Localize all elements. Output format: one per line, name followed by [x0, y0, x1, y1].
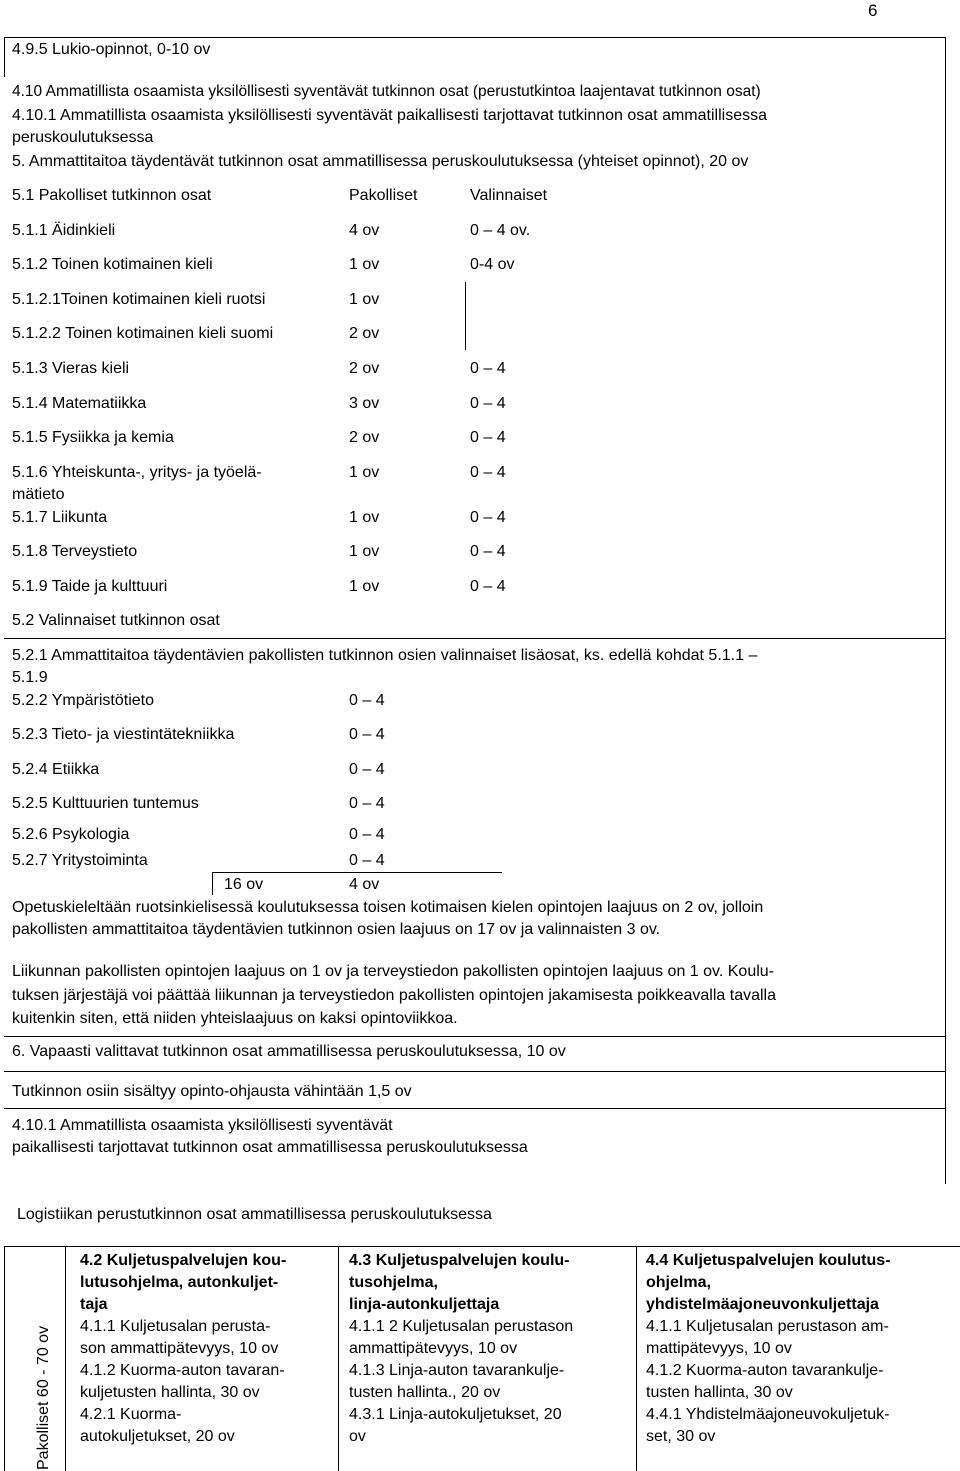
side-label-pakolliset: Pakolliset 60 - 70 ov [35, 1325, 52, 1470]
column-heading: tusohjelma, [349, 1274, 438, 1291]
column-heading: 4.2 Kuljetuspalvelujen kou- [80, 1252, 287, 1269]
column-item: 4.1.3 Linja-auton tavarankulje- [349, 1362, 565, 1379]
logistics-title: Logistiikan perustutkinnon osat ammatillisessa peruskoulutuksessa [17, 1206, 492, 1223]
table-row-pakolliset: 1 ov [349, 256, 380, 273]
table-row-valinnaiset: 0 – 4 [470, 578, 506, 595]
table-row-pakolliset: 2 ov [349, 360, 380, 377]
separator [4, 1071, 946, 1072]
column-heading: ohjelma, [646, 1274, 711, 1291]
paragraph-sports-cont: kuitenkin siten, että niiden yhteislaajuus on kaksi opintoviikkoa. [12, 1010, 458, 1027]
column-heading: linja-autonkuljettaja [349, 1296, 500, 1313]
page-number: 6 [868, 1, 878, 20]
table-row-label: 5.1.9 Taide ja kulttuuri [12, 578, 168, 595]
section-5-2-1: 5.2.1 Ammattitaitoa täydentävien pakollisten tutkinnon osien valinnaiset lisäosat, ks. edellä kohdat 5.1.1 – [12, 647, 758, 664]
table-row-label: 5.1.1 Äidinkieli [12, 222, 116, 239]
logistics-table-divider [636, 1246, 637, 1471]
table-row-pakolliset: 1 ov [349, 578, 380, 595]
logistics-table-left-border [4, 1246, 5, 1471]
table-row-valinnaiset: 0 – 4 [470, 395, 506, 412]
table-row-label: 5.1.4 Matematiikka [12, 395, 147, 412]
totals-cell-border [212, 872, 502, 873]
table-row-label: 5.2.3 Tieto- ja viestintätekniikka [12, 726, 235, 743]
section-5-2-heading: 5.2 Valinnaiset tutkinnon osat [12, 612, 220, 629]
column-heading: lutusohjelma, autonkuljet- [80, 1274, 279, 1291]
section-6-heading: 6. Vapaasti valittavat tutkinnon osat ammatillisessa peruskoulutuksessa, 10 ov [12, 1043, 566, 1060]
column-item: set, 30 ov [646, 1428, 716, 1445]
column-heading: yhdistelmäajoneuvonkuljettaja [646, 1296, 879, 1313]
paragraph-language: Opetuskieleltään ruotsinkielisessä koulutuksessa toisen kotimaisen kielen opintojen laajuus on 2 ov, jolloin [12, 899, 764, 916]
column-item: tusten hallinta, 30 ov [646, 1384, 793, 1401]
table-row-label: 5.1.8 Terveystieto [12, 543, 138, 560]
column-item: 4.3.1 Linja-autokuljetukset, 20 [349, 1406, 562, 1423]
column-heading: 4.3 Kuljetuspalvelujen koulu- [349, 1252, 570, 1269]
logistics-table-divider [338, 1246, 339, 1471]
table-row-label-cont: mätieto [12, 486, 65, 503]
table-row-valinnaiset: 0 – 4 [470, 543, 506, 560]
table-row-label: 5.1.2.2 Toinen kotimainen kieli suomi [12, 325, 274, 342]
separator [4, 1036, 946, 1037]
table-row-pakolliset: 1 ov [349, 291, 380, 308]
column-heading: 4.4 Kuljetuspalvelujen koulutus- [646, 1252, 891, 1269]
table-row-valinnaiset: 0 – 4 [470, 464, 506, 481]
column-item: autokuljetukset, 20 ov [80, 1428, 235, 1445]
table-row-valinnaiset: 0 – 4 [349, 826, 385, 843]
table-row-valinnaiset: 0 – 4 [470, 509, 506, 526]
table-row-valinnaiset: 0 – 4 [349, 692, 385, 709]
column-item: 4.1.1 Kuljetusalan perustason am- [646, 1318, 889, 1335]
table-row-pakolliset: 3 ov [349, 395, 380, 412]
column-heading: taja [80, 1296, 108, 1313]
separator [4, 638, 946, 639]
guidance-text: Tutkinnon osiin sisältyy opinto-ohjausta vähintään 1,5 ov [12, 1083, 412, 1100]
column-item: 4.1.2 Kuorma-auton tavaran- [80, 1362, 285, 1379]
logistics-table-divider [65, 1246, 66, 1471]
paragraph-sports-cont: tuksen järjestäjä voi päättää liikunnan ja terveystiedon pakollisten opintojen jakamisesta poikkeavalla tavalla [12, 987, 777, 1004]
logistics-table-top-border [4, 1246, 960, 1247]
column-item: ov [349, 1428, 366, 1445]
table-row-label: 5.1.2.1Toinen kotimainen kieli ruotsi [12, 291, 266, 308]
table-header-pakolliset: Pakolliset [349, 187, 418, 204]
table-row-label: 5.2.4 Etiikka [12, 761, 100, 778]
column-item: tusten hallinta., 20 ov [349, 1384, 501, 1401]
heading-4-10-1-cont: peruskoulutuksessa [12, 129, 154, 146]
column-item: 4.1.1 Kuljetusalan perusta- [80, 1318, 271, 1335]
separator [4, 1108, 946, 1109]
paragraph-language-cont: pakollisten ammattitaitoa täydentävien tutkinnon osien laajuus on 17 ov ja valinnaisten 3 ov. [12, 921, 661, 938]
table-row-label: 5.1.5 Fysiikka ja kemia [12, 429, 174, 446]
table-row-label: 5.2.7 Yritystoiminta [12, 852, 148, 869]
column-item: kuljetusten hallinta, 30 ov [80, 1384, 260, 1401]
main-box-top-border [4, 37, 946, 38]
table-row-pakolliset: 1 ov [349, 509, 380, 526]
heading-lukio: 4.9.5 Lukio-opinnot, 0-10 ov [12, 41, 211, 58]
table-row-label: 5.1.6 Yhteiskunta-, yritys- ja työelä- [12, 464, 262, 481]
table-row-pakolliset: 1 ov [349, 543, 380, 560]
main-box-left-border [4, 37, 5, 77]
table-row-valinnaiset: 0 – 4 [470, 360, 506, 377]
logistics-column-4-4 [646, 1250, 956, 1448]
table-row-label: 5.1.2 Toinen kotimainen kieli [12, 256, 213, 273]
column-item: mattipätevyys, 10 ov [646, 1340, 792, 1357]
heading-5: 5. Ammattitaitoa täydentävät tutkinnon osat ammatillisessa peruskoulutuksessa (yhteiset opinnot), 20 ov [12, 153, 749, 170]
closing-heading-cont: paikallisesti tarjottavat tutkinnon osat ammatillisessa peruskoulutuksessa [12, 1139, 528, 1156]
table-header-section: 5.1 Pakolliset tutkinnon osat [12, 187, 212, 204]
table-row-pakolliset: 2 ov [349, 429, 380, 446]
heading-4-10: 4.10 Ammatillista osaamista yksilöllisesti syventävät tutkinnon osat (perustutkintoa laajentavat tutkinnon osat) [12, 83, 761, 100]
column-item: 4.1.1 2 Kuljetusalan perustason [349, 1318, 574, 1335]
table-row-pakolliset: 2 ov [349, 325, 380, 342]
column-item: 4.4.1 Yhdistelmäajoneuvokuljetuk- [646, 1406, 890, 1423]
column-item: son ammattipätevyys, 10 ov [80, 1340, 279, 1357]
table-row-valinnaiset: 0 – 4 [349, 761, 385, 778]
table-row-valinnaiset: 0 – 4 [349, 852, 385, 869]
main-box-right-border [945, 37, 946, 1184]
cell-border [465, 282, 466, 350]
logistics-column-4-2 [80, 1250, 330, 1448]
total-valinnaiset: 4 ov [349, 876, 380, 893]
table-row-label: 5.2.2 Ympäristötieto [12, 692, 155, 709]
logistics-column-4-3 [349, 1250, 631, 1448]
table-row-pakolliset: 4 ov [349, 222, 380, 239]
heading-4-10-1: 4.10.1 Ammatillista osaamista yksilöllisesti syventävät paikallisesti tarjottavat tutkinnon osat ammatillisessa [12, 107, 767, 124]
table-row-label: 5.1.3 Vieras kieli [12, 360, 130, 377]
table-header-valinnaiset: Valinnaiset [470, 187, 548, 204]
paragraph-sports: Liikunnan pakollisten opintojen laajuus on 1 ov ja terveystiedon pakollisten opintojen laajuus on 1 ov. Koulu- [12, 963, 774, 980]
table-row-label: 5.2.5 Kulttuurien tuntemus [12, 795, 199, 812]
totals-cell-border [212, 872, 213, 895]
column-item: ammattipätevyys, 10 ov [349, 1340, 518, 1357]
table-row-valinnaiset: 0 – 4 [349, 726, 385, 743]
table-row-valinnaiset: 0 – 4 [349, 795, 385, 812]
table-row-valinnaiset: 0 – 4 [470, 429, 506, 446]
closing-heading: 4.10.1 Ammatillista osaamista yksilöllisesti syventävät [12, 1117, 393, 1134]
section-5-2-1-cont: 5.1.9 [12, 669, 48, 686]
table-row-pakolliset: 1 ov [349, 464, 380, 481]
table-row-valinnaiset: 0-4 ov [470, 256, 515, 273]
table-row-valinnaiset: 0 – 4 ov. [470, 222, 531, 239]
column-item: 4.1.2 Kuorma-auton tavarankulje- [646, 1362, 884, 1379]
table-row-label: 5.2.6 Psykologia [12, 826, 130, 843]
total-pakolliset: 16 ov [224, 876, 264, 893]
column-item: 4.2.1 Kuorma- [80, 1406, 182, 1423]
table-row-label: 5.1.7 Liikunta [12, 509, 108, 526]
